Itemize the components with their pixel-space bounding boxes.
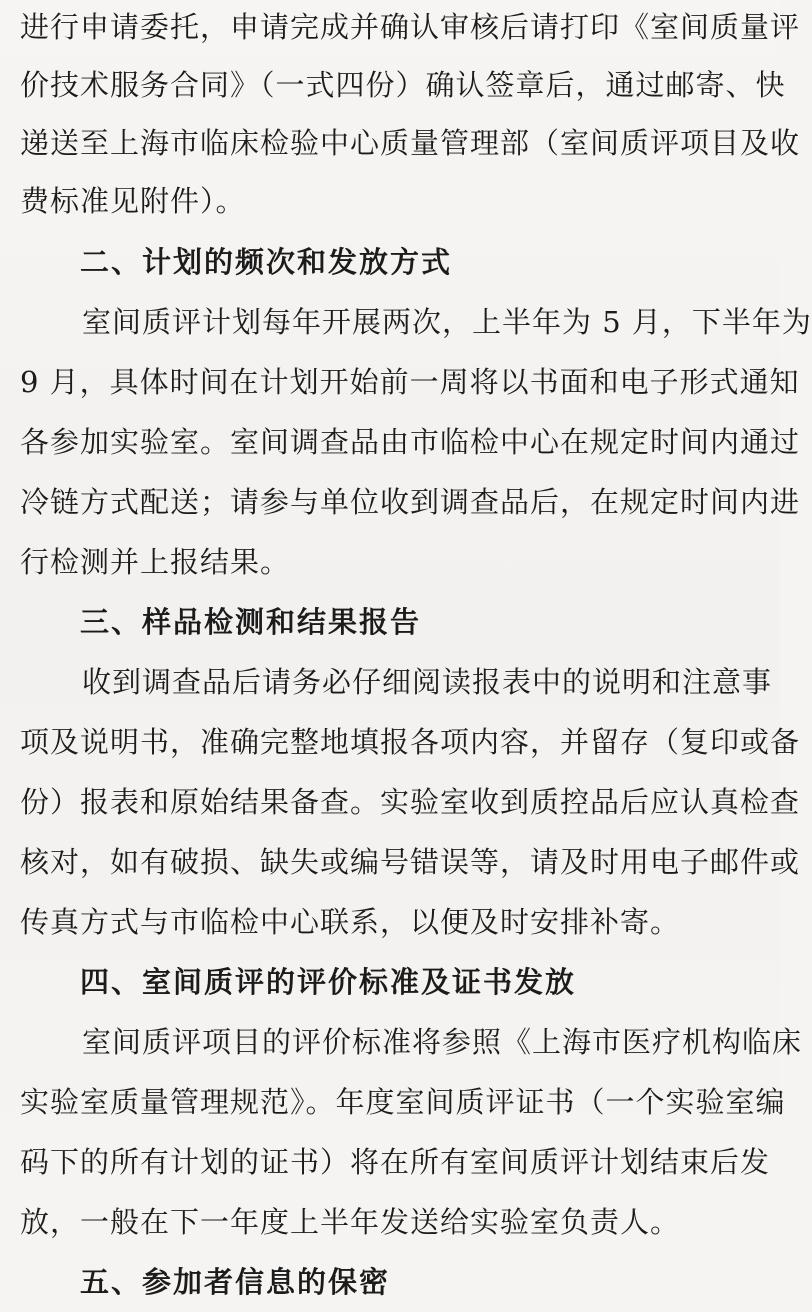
paragraph-line: 冷链方式配送；请参与单位收到调查品后，在规定时间内进 <box>20 485 801 519</box>
paragraph-line: 费标准见附件）。 <box>20 184 246 218</box>
section-heading: 五、参加者信息的保密 <box>80 1265 391 1299</box>
paragraph-line: 室间质评项目的评价标准将参照《上海市医疗机构临床 <box>82 1025 803 1059</box>
paragraph-line: 进行申请委托，申请完成并确认审核后请打印《室间质量评 <box>20 10 801 44</box>
section-heading: 二、计划的频次和发放方式 <box>80 245 453 279</box>
paragraph-line: 放，一般在下一年度上半年发送给实验室负责人。 <box>20 1205 681 1239</box>
paragraph-line: 项及说明书，准确完整地填报各项内容，并留存（复印或备 <box>20 725 801 759</box>
paragraph-line: 9 月，具体时间在计划开始前一周将以书面和电子形式通知 <box>20 365 800 399</box>
paragraph-line: 收到调查品后请务必仔细阅读报表中的说明和注意事 <box>82 665 773 699</box>
paragraph-line: 价技术服务合同》（一式四份）确认签章后，通过邮寄、快 <box>20 68 786 102</box>
paragraph-line: 份）报表和原始结果备查。实验室收到质控品后应认真检查 <box>20 785 801 819</box>
paragraph-line: 码下的所有计划的证书）将在所有室间质评计划结束后发 <box>20 1145 771 1179</box>
section-heading: 三、样品检测和结果报告 <box>80 605 422 639</box>
paragraph-line: 实验室质量管理规范》。年度室间质评证书（一个实验室编 <box>20 1085 786 1119</box>
paragraph-line: 各参加实验室。室间调查品由市临检中心在规定时间内通过 <box>20 425 801 459</box>
paragraph-line: 传真方式与市临检中心联系，以便及时安排补寄。 <box>20 905 681 939</box>
paragraph-line: 核对，如有破损、缺失或编号错误等，请及时用电子邮件或 <box>20 845 801 879</box>
paragraph-line: 行检测并上报结果。 <box>20 545 291 579</box>
paragraph-line: 递送至上海市临床检验中心质量管理部（室间质评项目及收 <box>20 126 801 160</box>
section-heading: 四、室间质评的评价标准及证书发放 <box>80 965 577 999</box>
document-body <box>20 0 812 1312</box>
paragraph-line: 室间质评计划每年开展两次，上半年为 5 月，下半年为 <box>82 305 812 339</box>
